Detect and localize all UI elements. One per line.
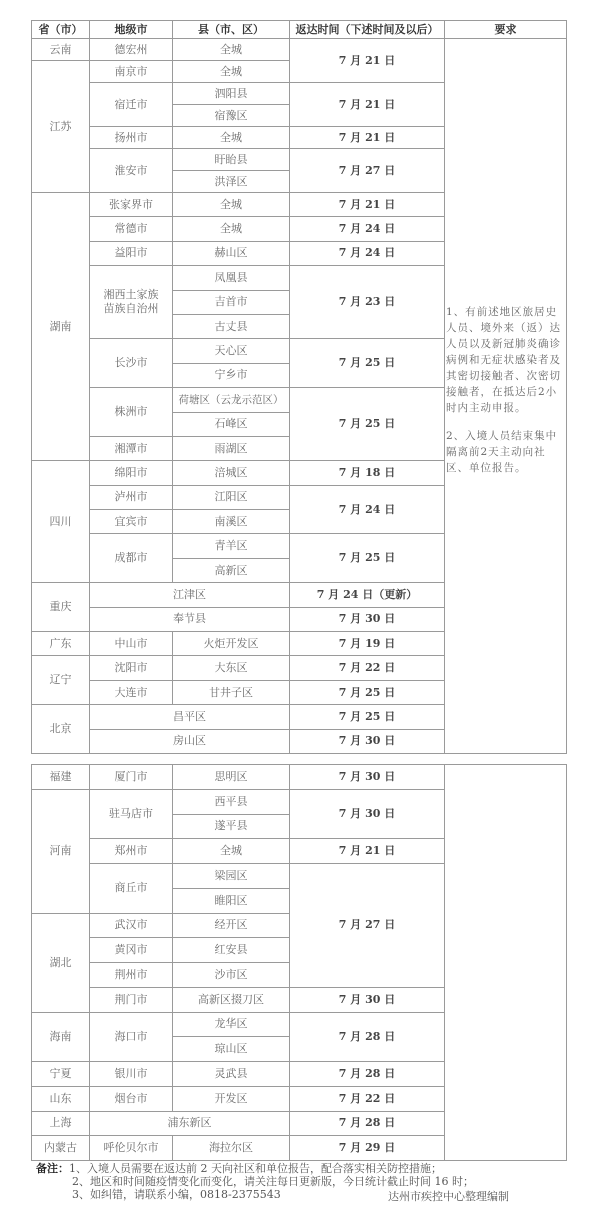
city-cell: 德宏州 [90, 39, 173, 61]
province-cell: 四川 [32, 461, 90, 583]
date-cell: 7 月 23 日 [290, 266, 445, 339]
date-cell: 7 月 25 日 [290, 680, 445, 704]
date-cell: 7 月 18 日 [290, 461, 445, 485]
city-cell: 海口市 [90, 1012, 173, 1062]
county-cell: 睢阳区 [173, 888, 290, 913]
county-cell: 凤凰县 [173, 266, 290, 290]
county-cell: 思明区 [173, 765, 290, 790]
area-cell: 奉节县 [90, 607, 290, 631]
requirements-cell-empty [445, 765, 567, 1161]
area-cell: 房山区 [90, 729, 290, 753]
date-cell: 7 月 25 日 [290, 705, 445, 729]
county-cell: 红安县 [173, 938, 290, 963]
county-cell: 火炬开发区 [173, 632, 290, 656]
province-cell: 湖南 [32, 193, 90, 461]
date-cell: 7 月 25 日 [290, 534, 445, 583]
date-cell: 7 月 24 日（更新） [290, 583, 445, 607]
header-city: 地级市 [90, 21, 173, 39]
city-cell: 荆州市 [90, 963, 173, 988]
city-cell: 烟台市 [90, 1086, 173, 1111]
county-cell: 南溪区 [173, 510, 290, 534]
province-cell: 山东 [32, 1086, 90, 1111]
county-cell: 涪城区 [173, 461, 290, 485]
county-cell: 雨湖区 [173, 436, 290, 460]
city-cell: 益阳市 [90, 241, 173, 265]
county-cell: 宁乡市 [173, 363, 290, 387]
county-cell: 大东区 [173, 656, 290, 680]
city-cell: 株洲市 [90, 388, 173, 437]
county-cell: 龙华区 [173, 1012, 290, 1037]
note-line-1 [36, 1162, 474, 1175]
county-cell: 全城 [173, 193, 290, 217]
county-cell: 青羊区 [173, 534, 290, 558]
county-cell: 全城 [173, 217, 290, 241]
city-cell: 绵阳市 [90, 461, 173, 485]
date-cell: 7 月 30 日 [290, 789, 445, 839]
note-2: 2、地区和时间随疫情变化而变化，请关注每日更新版，今日统计截止时间 16 时； [72, 1175, 474, 1188]
province-cell: 北京 [32, 705, 90, 754]
header-province: 省（市） [32, 21, 90, 39]
county-cell: 吉首市 [173, 290, 290, 314]
header-return-date: 返达时间（下述时间及以后） [290, 21, 445, 39]
requirements-cell [445, 39, 567, 754]
province-cell: 宁夏 [32, 1062, 90, 1087]
date-cell: 7 月 29 日 [290, 1136, 445, 1161]
note-3: 3、如纠错，请联系小编，0818-2375543 [72, 1188, 281, 1201]
county-cell: 高新区 [173, 558, 290, 582]
date-cell: 7 月 27 日 [290, 864, 445, 988]
date-cell: 7 月 21 日 [290, 127, 445, 149]
county-cell: 全城 [173, 839, 290, 864]
county-cell: 遂平县 [173, 814, 290, 839]
date-cell: 7 月 30 日 [290, 607, 445, 631]
date-cell: 7 月 21 日 [290, 83, 445, 127]
header-row [32, 21, 567, 39]
city-cell: 中山市 [90, 632, 173, 656]
county-cell: 全城 [173, 61, 290, 83]
county-cell: 洪泽区 [173, 171, 290, 193]
city-cell: 湘潭市 [90, 436, 173, 460]
county-cell: 全城 [173, 127, 290, 149]
province-cell: 上海 [32, 1111, 90, 1136]
city-cell: 张家界市 [90, 193, 173, 217]
date-cell: 7 月 30 日 [290, 765, 445, 790]
province-cell: 湖北 [32, 913, 90, 1012]
county-cell: 经开区 [173, 913, 290, 938]
city-cell: 泸州市 [90, 485, 173, 509]
city-cell: 黄冈市 [90, 938, 173, 963]
province-cell: 江苏 [32, 61, 90, 193]
county-cell: 江阳区 [173, 485, 290, 509]
date-cell: 7 月 22 日 [290, 1086, 445, 1111]
province-cell: 海南 [32, 1012, 90, 1062]
city-cell: 郑州市 [90, 839, 173, 864]
date-cell: 7 月 28 日 [290, 1111, 445, 1136]
county-cell: 全城 [173, 39, 290, 61]
credit-text: 达州市疾控中心整理编制 [388, 1190, 509, 1203]
county-cell: 甘井子区 [173, 680, 290, 704]
date-cell: 7 月 25 日 [290, 339, 445, 388]
province-cell: 辽宁 [32, 656, 90, 705]
county-cell: 古丈县 [173, 314, 290, 338]
city-cell: 宜宾市 [90, 510, 173, 534]
city-cell: 武汉市 [90, 913, 173, 938]
county-cell: 宿豫区 [173, 105, 290, 127]
date-cell: 7 月 24 日 [290, 241, 445, 265]
city-cell: 淮安市 [90, 149, 173, 193]
city-cell: 长沙市 [90, 339, 173, 388]
city-cell: 大连市 [90, 680, 173, 704]
province-cell: 福建 [32, 765, 90, 790]
city-cell: 厦门市 [90, 765, 173, 790]
date-cell: 7 月 21 日 [290, 193, 445, 217]
city-cell: 银川市 [90, 1062, 173, 1087]
province-cell: 重庆 [32, 583, 90, 632]
city-cell: 驻马店市 [90, 789, 173, 839]
province-cell: 内蒙古 [32, 1136, 90, 1161]
date-cell: 7 月 21 日 [290, 39, 445, 83]
county-cell: 泗阳县 [173, 83, 290, 105]
county-cell: 赫山区 [173, 241, 290, 265]
county-cell: 天心区 [173, 339, 290, 363]
area-cell: 江津区 [90, 583, 290, 607]
city-cell: 呼伦贝尔市 [90, 1136, 173, 1161]
requirement-1: 1、有前述地区旅居史人员、境外来（返）达人员以及新冠肺炎确诊病例和无症状感染者及其密切接触者、次密切接触者，在抵达后2小时内主动申报。 [446, 305, 561, 414]
city-cell: 成都市 [90, 534, 173, 583]
date-cell: 7 月 24 日 [290, 217, 445, 241]
notes-label: 备注： [36, 1162, 69, 1175]
county-cell: 琼山区 [173, 1037, 290, 1062]
city-cell: 商丘市 [90, 864, 173, 914]
city-cell: 南京市 [90, 61, 173, 83]
date-cell: 7 月 21 日 [290, 839, 445, 864]
table-row [32, 39, 567, 61]
city-cell: 荆门市 [90, 987, 173, 1012]
date-cell: 7 月 22 日 [290, 656, 445, 680]
requirement-2: 2、入境人员结束集中隔离前2天主动向社区、单位报告。 [446, 429, 558, 474]
county-cell: 盱眙县 [173, 149, 290, 171]
date-cell: 7 月 28 日 [290, 1062, 445, 1087]
county-cell: 西平县 [173, 789, 290, 814]
city-cell: 湘西土家族苗族自治州 [90, 266, 173, 339]
county-cell: 高新区掇刀区 [173, 987, 290, 1012]
county-cell: 灵武县 [173, 1062, 290, 1087]
area-cell: 浦东新区 [90, 1111, 290, 1136]
date-cell: 7 月 30 日 [290, 987, 445, 1012]
county-cell: 海拉尔区 [173, 1136, 290, 1161]
province-cell: 广东 [32, 632, 90, 656]
header-requirements: 要求 [445, 21, 567, 39]
date-cell: 7 月 28 日 [290, 1012, 445, 1062]
province-cell: 河南 [32, 789, 90, 913]
city-cell: 宿迁市 [90, 83, 173, 127]
date-cell: 7 月 27 日 [290, 149, 445, 193]
county-cell: 梁园区 [173, 864, 290, 889]
county-cell: 沙市区 [173, 963, 290, 988]
travel-table-part1 [31, 20, 567, 754]
county-cell: 荷塘区（云龙示范区） [173, 388, 290, 412]
date-cell: 7 月 25 日 [290, 388, 445, 461]
travel-table-part2 [31, 764, 567, 1161]
county-cell: 石峰区 [173, 412, 290, 436]
table-row [32, 765, 567, 790]
province-cell: 云南 [32, 39, 90, 61]
city-cell: 扬州市 [90, 127, 173, 149]
date-cell: 7 月 30 日 [290, 729, 445, 753]
city-cell: 沈阳市 [90, 656, 173, 680]
date-cell: 7 月 19 日 [290, 632, 445, 656]
header-county: 县（市、区） [173, 21, 290, 39]
note-1: 1、入境人员需要在返达前 2 天向社区和单位报告，配合落实相关防控措施； [69, 1162, 442, 1175]
area-cell: 昌平区 [90, 705, 290, 729]
city-cell: 常德市 [90, 217, 173, 241]
county-cell: 开发区 [173, 1086, 290, 1111]
date-cell: 7 月 24 日 [290, 485, 445, 534]
